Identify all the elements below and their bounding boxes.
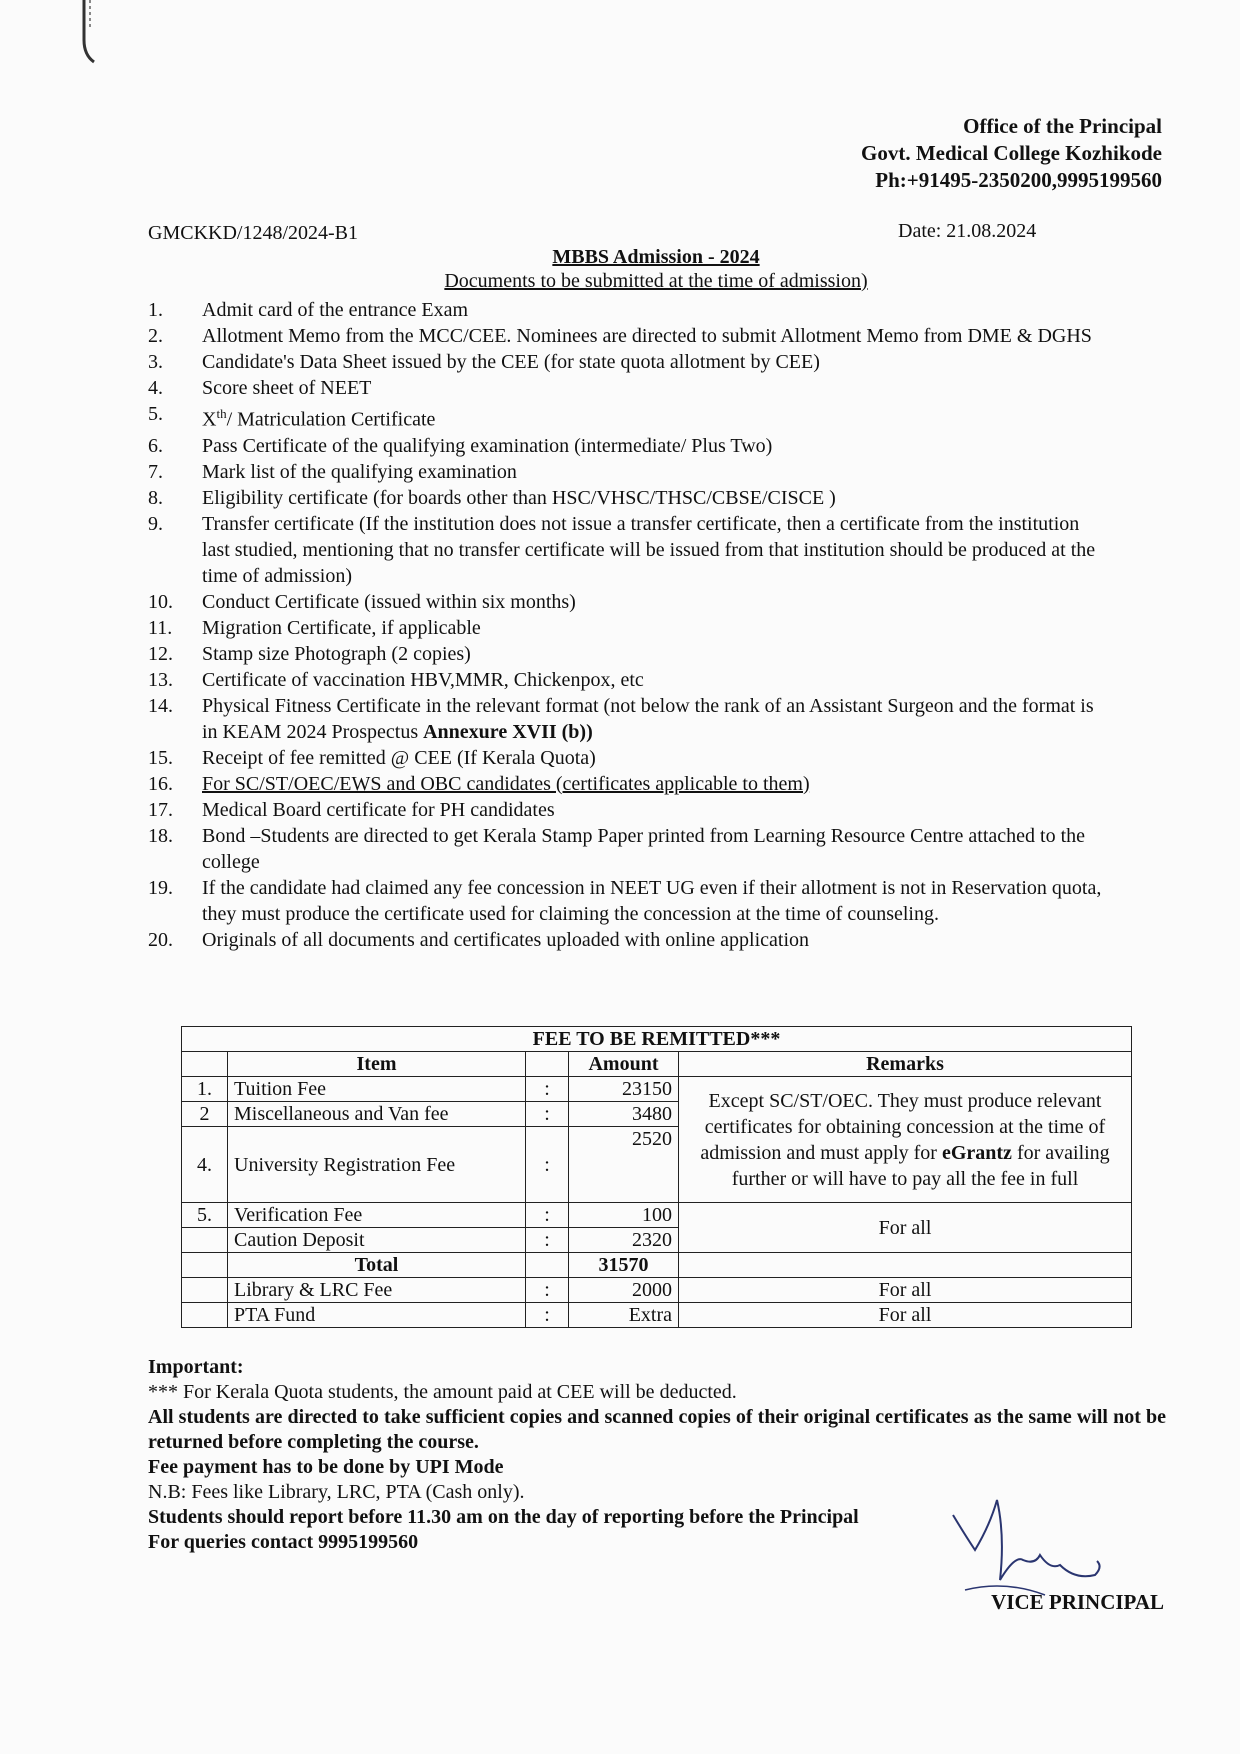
fee-table xyxy=(181,1026,1132,1328)
list-item: 3. Candidate's Data Sheet issued by the CEE (for state quota allotment by CEE) xyxy=(148,351,820,373)
column-header-item: Item xyxy=(228,1052,526,1077)
list-item: 4. Score sheet of NEET xyxy=(148,377,372,399)
document-date: Date: 21.08.2024 xyxy=(898,220,1037,242)
list-item: 16. For SC/ST/OEC/EWS and OBC candidates (certificates applicable to them) xyxy=(148,772,810,795)
table-row: Caution Deposit : 2320 xyxy=(182,1228,1132,1253)
table-row: 2 Miscellaneous and Van fee : 3480 xyxy=(182,1102,1132,1127)
table-row: 4. University Registration Fee : 2520 xyxy=(182,1127,1132,1203)
column-header-amount: Amount xyxy=(569,1052,679,1077)
page-title: MBBS Admission - 2024 xyxy=(552,246,760,268)
note-upi: Fee payment has to be done by UPI Mode xyxy=(148,1456,504,1478)
documents-list xyxy=(148,297,1108,953)
list-item: 9. Transfer certificate (If the institution does not issue a transfer certificate, then a certificate from the institution last studied, mentioning that no transfer certificate will be issued from that institution should be produced at the time of admission) xyxy=(148,512,1096,587)
remarks-verification: For all xyxy=(679,1203,1132,1253)
note-copies: All students are directed to take sufficient copies and scanned copies of their original certificates as the same will not be returned before completing the course. xyxy=(148,1406,1166,1453)
note-reporting-time: Students should report before 11.30 am on the day of reporting before the Principal xyxy=(148,1506,859,1528)
list-item: 8. Eligibility certificate (for boards other than HSC/VHSC/THSC/CBSE/CISCE ) xyxy=(148,486,836,509)
reference-number: GMCKKD/1248/2024-B1 xyxy=(148,222,359,244)
note-kerala-quota: *** For Kerala Quota students, the amount paid at CEE will be deducted. xyxy=(148,1381,737,1403)
list-item: 14. Physical Fitness Certificate in the relevant format (not below the rank of an Assistant Surgeon and the format is in KEAM 2024 Prospectus Annexure XVII (b)) xyxy=(148,694,1094,743)
list-item: 10. Conduct Certificate (issued within six months) xyxy=(148,590,576,613)
fee-table-title-row xyxy=(182,1027,1132,1052)
signature-scribble xyxy=(945,1495,1135,1605)
fee-table-header-row xyxy=(182,1052,1132,1077)
binder-mark xyxy=(70,0,110,70)
important-heading: Important: xyxy=(148,1356,244,1378)
list-item: 17. Medical Board certificate for PH candidates xyxy=(148,798,555,821)
table-row: PTA Fund : Extra For all xyxy=(182,1303,1132,1328)
office-line-2: Govt. Medical College Kozhikode xyxy=(861,141,1162,165)
list-item: 12. Stamp size Photograph (2 copies) xyxy=(148,642,471,665)
office-line-3: Ph:+91495-2350200,9995199560 xyxy=(875,168,1162,192)
list-item: 5. Xth/ Matriculation Certificate xyxy=(148,403,436,431)
table-row: 1. Tuition Fee : 23150 Except SC/ST/OEC. They must produce relevant certificates for obtaining concession at the time of admission and must apply for eGrantz for availing further or will have to pay all the fee in full xyxy=(182,1077,1132,1102)
table-row: 5. Verification Fee : 100 For all xyxy=(182,1203,1132,1228)
list-item: 18. Bond –Students are directed to get Kerala Stamp Paper printed from Learning Resource Centre attached to the college xyxy=(148,824,1086,873)
list-item: 2. Allotment Memo from the MCC/CEE. Nominees are directed to submit Allotment Memo from DME & DGHS xyxy=(148,325,1092,347)
list-item: 7. Mark list of the qualifying examination xyxy=(148,460,517,483)
table-row: Library & LRC Fee : 2000 For all xyxy=(182,1278,1132,1303)
signatory-title: VICE PRINCIPAL xyxy=(991,1590,1164,1614)
list-item: 19. If the candidate had claimed any fee concession in NEET UG even if their allotment is not in Reservation quota, they must produce the certificate used for claiming the concession at the time of counseling. xyxy=(148,876,1102,925)
fee-table-title: FEE TO BE REMITTED*** xyxy=(182,1027,1132,1052)
list-item: 20. Originals of all documents and certificates uploaded with online application xyxy=(148,928,810,951)
page-subtitle: Documents to be submitted at the time of admission) xyxy=(444,270,868,292)
remarks-concession: Except SC/ST/OEC. They must produce relevant certificates for obtaining concession at the time of admission and must apply for eGrantz for availing further or will have to pay all the fee in full xyxy=(679,1077,1132,1203)
list-item: 15. Receipt of fee remitted @ CEE (If Kerala Quota) xyxy=(148,746,596,769)
list-item: 6. Pass Certificate of the qualifying examination (intermediate/ Plus Two) xyxy=(148,434,773,457)
list-item: 11. Migration Certificate, if applicable xyxy=(148,616,481,639)
table-row-total: Total 31570 xyxy=(182,1253,1132,1278)
note-cash-fees: N.B: Fees like Library, LRC, PTA (Cash only). xyxy=(148,1481,525,1503)
office-line-1: Office of the Principal xyxy=(963,114,1162,138)
note-contact: For queries contact 9995199560 xyxy=(148,1531,419,1553)
list-item: 13. Certificate of vaccination HBV,MMR, Chickenpox, etc xyxy=(148,668,644,691)
list-item: 1. Admit card of the entrance Exam xyxy=(148,299,468,321)
column-header-remarks: Remarks xyxy=(679,1052,1132,1077)
office-header xyxy=(861,113,1162,194)
